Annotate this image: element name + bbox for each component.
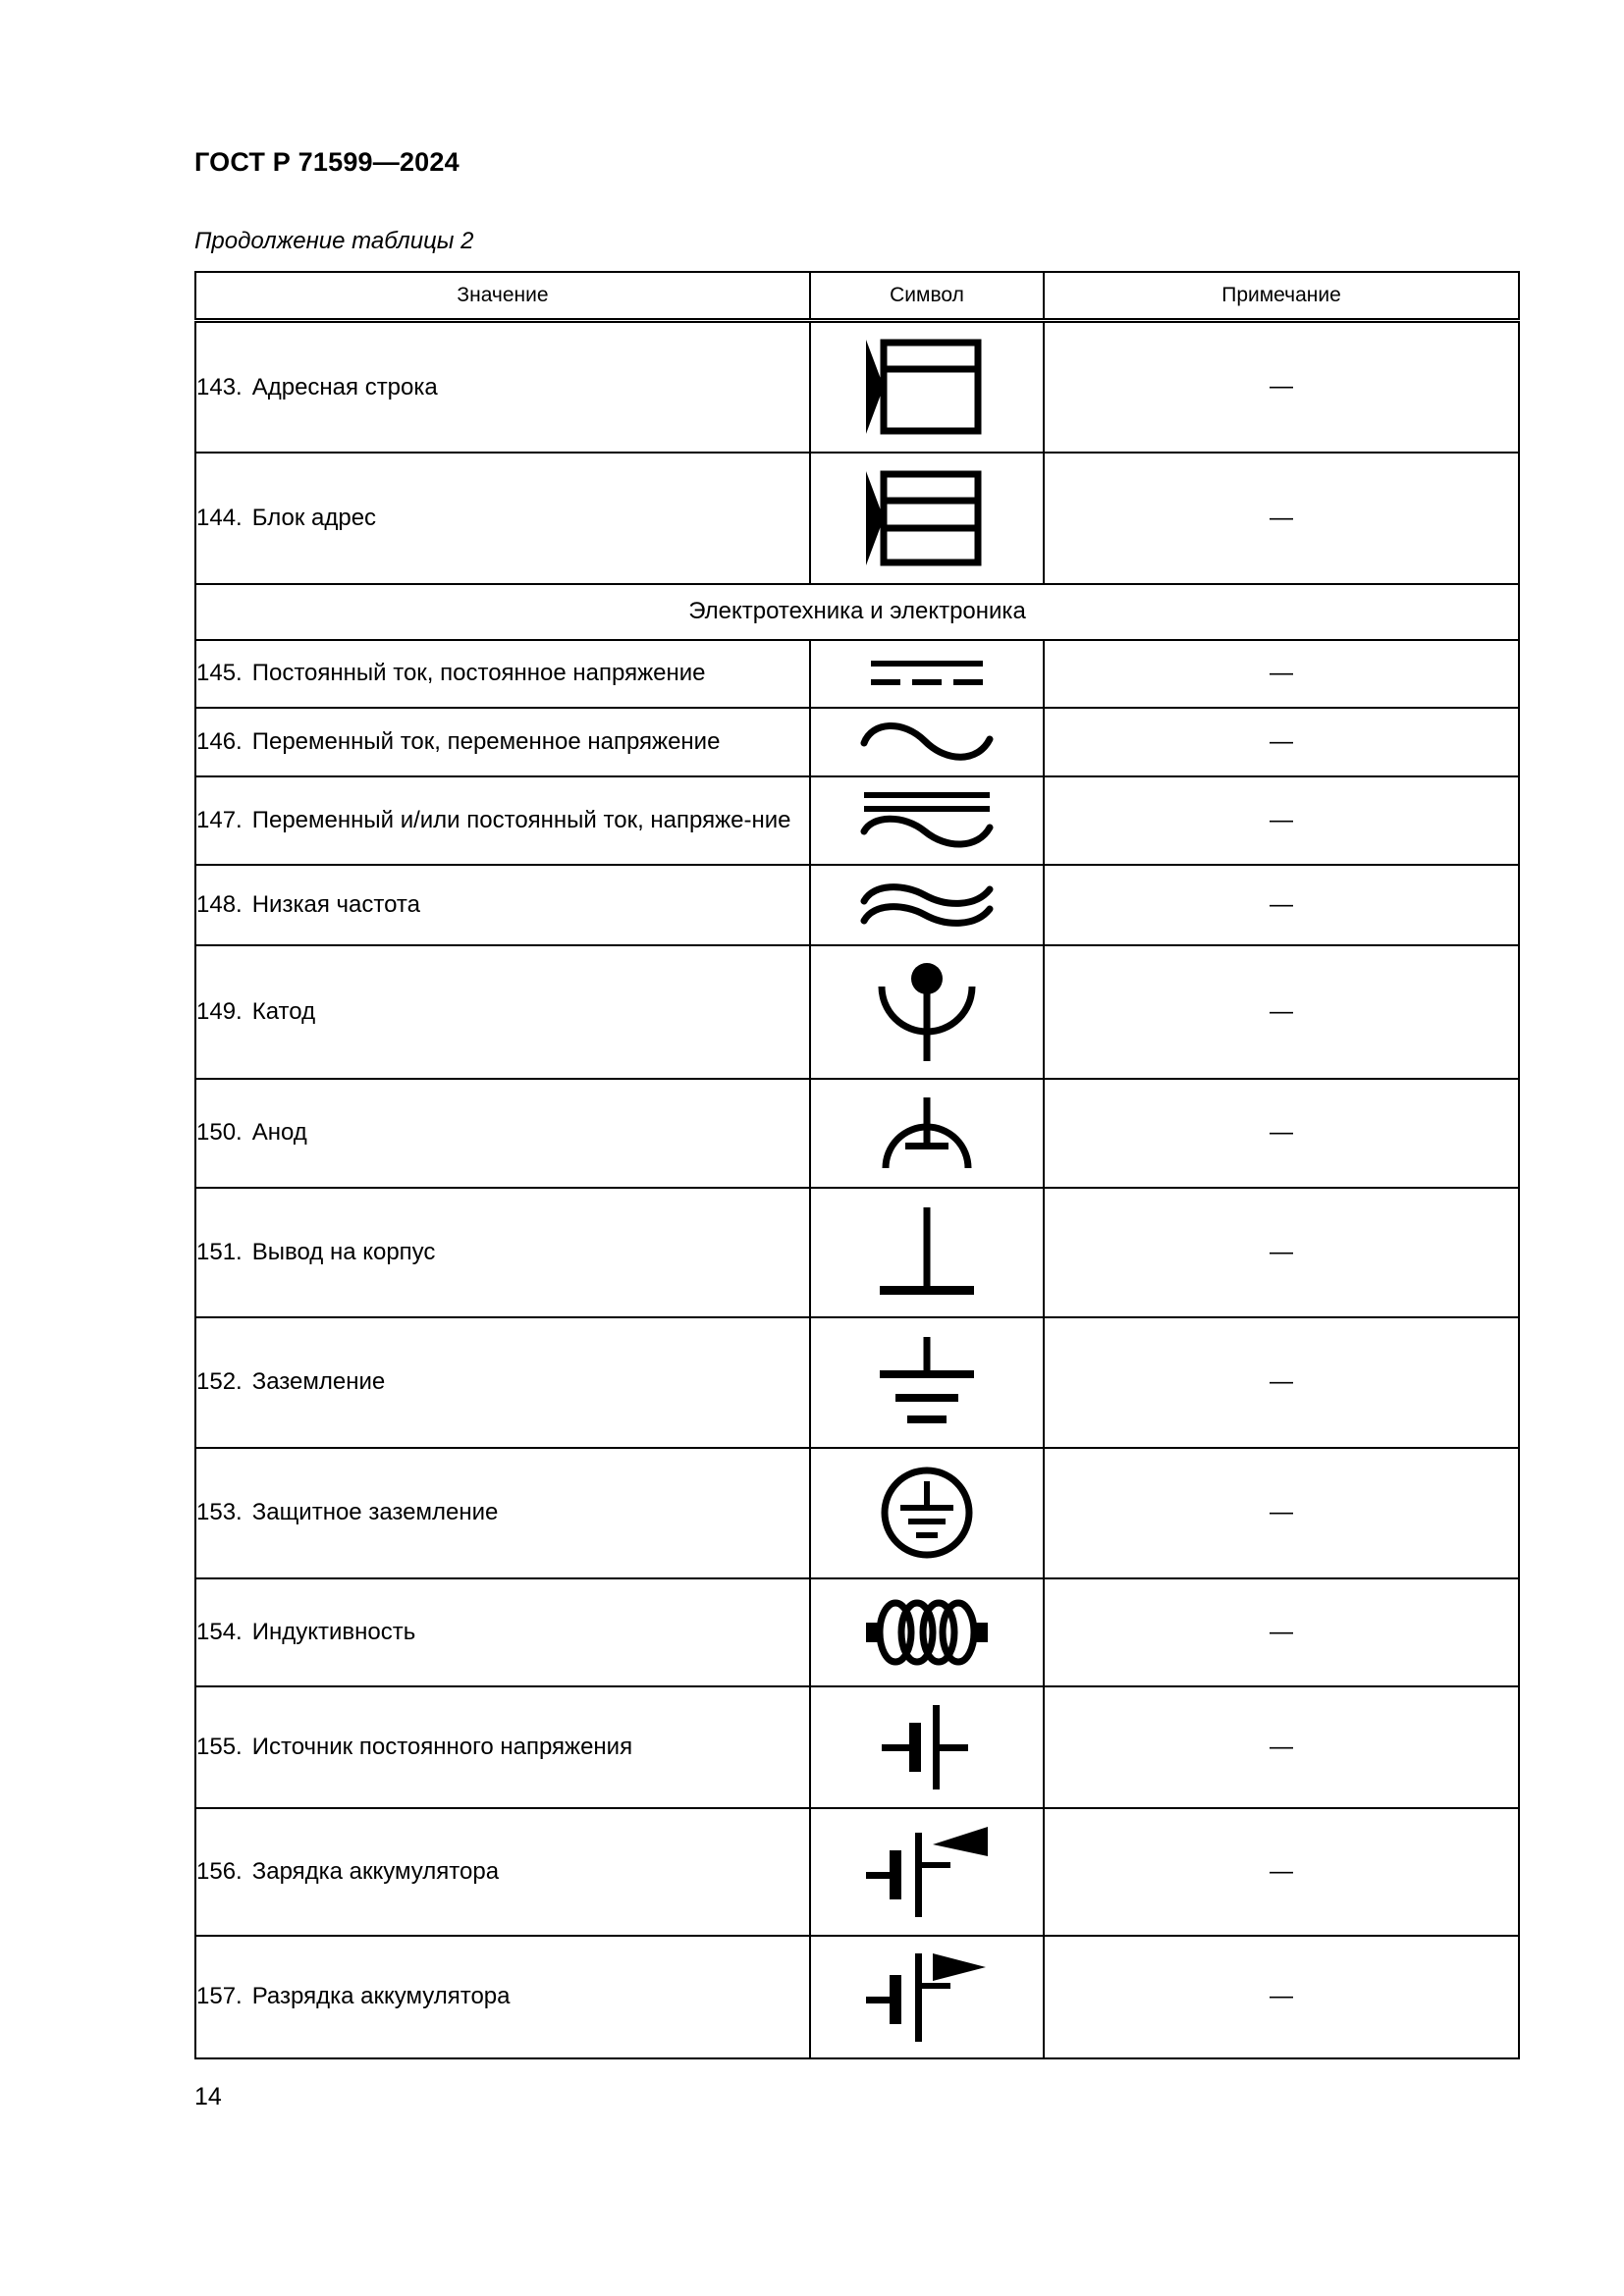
row-note: — bbox=[1044, 1188, 1519, 1317]
row-note: — bbox=[1044, 1808, 1519, 1936]
header-meaning: Значение bbox=[195, 272, 810, 321]
symbols-table bbox=[194, 271, 1520, 2059]
row-text: Переменный ток, переменное напряжение bbox=[251, 727, 721, 755]
row-symbol bbox=[810, 865, 1044, 945]
section-heading: Электротехника и электроника bbox=[195, 584, 1519, 640]
row-label bbox=[195, 945, 810, 1079]
cathode-icon bbox=[868, 961, 986, 1063]
row-number: 155. bbox=[196, 1733, 243, 1760]
table-row bbox=[195, 640, 1519, 708]
address-line-icon bbox=[858, 336, 996, 438]
row-number: 146. bbox=[196, 727, 243, 755]
row-number: 152. bbox=[196, 1368, 243, 1396]
row-symbol bbox=[810, 1578, 1044, 1686]
row-note: — bbox=[1044, 1686, 1519, 1808]
battery-charge-icon bbox=[858, 1823, 996, 1921]
row-label bbox=[195, 1686, 810, 1808]
table-row bbox=[195, 1448, 1519, 1578]
row-number: 148. bbox=[196, 890, 243, 918]
table-row bbox=[195, 1686, 1519, 1808]
row-symbol bbox=[810, 1317, 1044, 1448]
row-note: — bbox=[1044, 453, 1519, 584]
row-number: 154. bbox=[196, 1618, 243, 1645]
address-block-icon bbox=[858, 467, 996, 569]
row-number: 153. bbox=[196, 1499, 243, 1526]
ac-dc-icon bbox=[858, 788, 996, 853]
page-number: 14 bbox=[194, 2083, 222, 2110]
row-note: — bbox=[1044, 321, 1519, 453]
table-row bbox=[195, 1936, 1519, 2058]
table-row bbox=[195, 1578, 1519, 1686]
row-number: 150. bbox=[196, 1119, 243, 1147]
table-row bbox=[195, 1317, 1519, 1448]
row-number: 149. bbox=[196, 997, 243, 1025]
row-label bbox=[195, 1317, 810, 1448]
row-symbol bbox=[810, 321, 1044, 453]
low-frequency-icon bbox=[858, 878, 996, 933]
row-symbol bbox=[810, 708, 1044, 776]
row-note: — bbox=[1044, 1317, 1519, 1448]
header-note: Примечание bbox=[1044, 272, 1519, 321]
section-row bbox=[195, 584, 1519, 640]
header-symbol: Символ bbox=[810, 272, 1044, 321]
row-note: — bbox=[1044, 776, 1519, 865]
row-symbol bbox=[810, 1079, 1044, 1188]
row-text: Постоянный ток, постоянное напряжение bbox=[251, 660, 706, 687]
table-row bbox=[195, 1188, 1519, 1317]
table-row bbox=[195, 453, 1519, 584]
chassis-icon bbox=[868, 1203, 986, 1302]
row-symbol bbox=[810, 1686, 1044, 1808]
battery-discharge-icon bbox=[858, 1948, 996, 2046]
row-text: Катод bbox=[251, 997, 316, 1025]
row-label bbox=[195, 640, 810, 708]
table-caption: Продолжение таблицы 2 bbox=[194, 228, 474, 254]
dc-source-icon bbox=[868, 1703, 986, 1791]
row-text: Разрядка аккумулятора bbox=[251, 1983, 511, 2010]
ground-icon bbox=[868, 1333, 986, 1431]
row-note: — bbox=[1044, 1448, 1519, 1578]
row-label bbox=[195, 1188, 810, 1317]
table-row bbox=[195, 776, 1519, 865]
row-note: — bbox=[1044, 1578, 1519, 1686]
row-symbol bbox=[810, 1188, 1044, 1317]
row-label bbox=[195, 1448, 810, 1578]
standard-title: ГОСТ Р 71599—2024 bbox=[194, 147, 460, 177]
row-symbol bbox=[810, 945, 1044, 1079]
row-text: Заземление bbox=[251, 1368, 386, 1396]
row-symbol bbox=[810, 453, 1044, 584]
row-note: — bbox=[1044, 945, 1519, 1079]
row-text: Анод bbox=[251, 1119, 307, 1147]
table-row bbox=[195, 945, 1519, 1079]
row-number: 145. bbox=[196, 660, 243, 687]
table-header-row bbox=[195, 272, 1519, 321]
row-text: Адресная строка bbox=[251, 373, 438, 400]
row-note: — bbox=[1044, 865, 1519, 945]
row-label bbox=[195, 865, 810, 945]
row-number: 144. bbox=[196, 504, 243, 531]
row-label bbox=[195, 1808, 810, 1936]
row-number: 143. bbox=[196, 373, 243, 400]
row-text: Индуктивность bbox=[251, 1618, 416, 1645]
table-row bbox=[195, 1079, 1519, 1188]
alternating-current-icon bbox=[858, 718, 996, 767]
row-text: Зарядка аккумулятора bbox=[251, 1857, 500, 1885]
row-note: — bbox=[1044, 640, 1519, 708]
row-note: — bbox=[1044, 1079, 1519, 1188]
table-row bbox=[195, 708, 1519, 776]
row-text: Защитное заземление bbox=[251, 1499, 499, 1526]
table-row bbox=[195, 321, 1519, 453]
row-note: — bbox=[1044, 708, 1519, 776]
row-label bbox=[195, 321, 810, 453]
row-symbol bbox=[810, 1808, 1044, 1936]
row-text: Переменный и/или постоянный ток, напряже-ние bbox=[251, 806, 791, 833]
row-label bbox=[195, 1578, 810, 1686]
row-label bbox=[195, 708, 810, 776]
row-symbol bbox=[810, 1448, 1044, 1578]
row-text: Источник постоянного напряжения bbox=[251, 1733, 633, 1760]
row-note: — bbox=[1044, 1936, 1519, 2058]
row-label bbox=[195, 776, 810, 865]
row-number: 156. bbox=[196, 1857, 243, 1885]
row-text: Блок адрес bbox=[251, 504, 377, 531]
row-label bbox=[195, 1936, 810, 2058]
table-row bbox=[195, 1808, 1519, 1936]
row-symbol bbox=[810, 640, 1044, 708]
row-symbol bbox=[810, 1936, 1044, 2058]
row-label bbox=[195, 453, 810, 584]
row-symbol bbox=[810, 776, 1044, 865]
table-row bbox=[195, 865, 1519, 945]
row-number: 151. bbox=[196, 1238, 243, 1265]
row-number: 147. bbox=[196, 806, 243, 833]
row-label bbox=[195, 1079, 810, 1188]
anode-icon bbox=[868, 1094, 986, 1172]
row-number: 157. bbox=[196, 1983, 243, 2010]
inductance-icon bbox=[858, 1593, 996, 1672]
protective-ground-icon bbox=[873, 1464, 981, 1562]
row-text: Низкая частота bbox=[251, 890, 420, 918]
direct-current-icon bbox=[863, 654, 991, 693]
row-text: Вывод на корпус bbox=[251, 1238, 436, 1265]
